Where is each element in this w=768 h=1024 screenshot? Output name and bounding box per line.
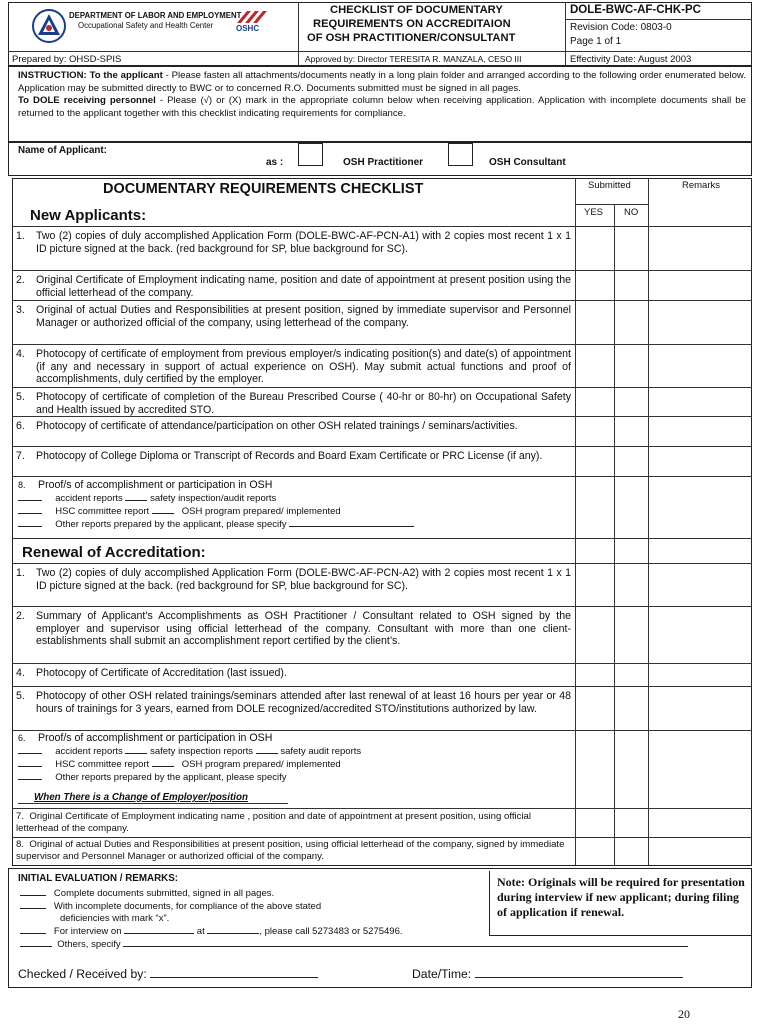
org-line1: DEPARTMENT OF LABOR AND EMPLOYMENT [69,11,242,20]
oshc-logo-text: OSHC [236,24,260,33]
renewal-item-5: 5. Photocopy of other OSH related trainings/seminars attended after last renewal of at least 16 hours per year or 48 hours of trainings for 3 years, earned from DOLE recognized/accredited STO/institutions authorized by law. [16,690,571,715]
dole-logo [32,9,66,43]
dole-label: To DOLE receiving personnel [18,95,156,107]
title-line3: OF OSH PRACTITIONER/CONSULTANT [307,32,516,44]
osh-consultant-label: OSH Consultant [489,157,566,168]
eval-line-3: For interview on at , please call 5273483 or 5275496. [20,927,403,937]
approved-by: Approved by: Director TERESITA R. MANZALA, CESO III [305,54,522,64]
new-item-2: 2. Original Certificate of Employment indicating name, position and date of appointment at present position using the official letterhead of the company. [16,274,571,299]
new-applicants-heading: New Applicants: [30,207,147,224]
org-line2: Occupational Safety and Health Center [78,21,214,30]
osh-consultant-checkbox[interactable] [448,143,473,166]
renewal-heading: Renewal of Accreditation: [22,544,206,561]
revision-code: Revision Code: 0803-0 [570,22,672,33]
submitted-header: Submitted [588,180,631,191]
osh-practitioner-label: OSH Practitioner [343,157,424,168]
new-item-1: 1. Two (2) copies of duly accomplished Application Form (DOLE-BWC-AF-PCN-A1) with 2 copies most recent 1 x 1 ID picture signed at the back. (red background for SP, blue background for SC). [16,230,571,255]
eval-line-4: Others, specify [20,940,688,950]
remarks-header: Remarks [682,180,721,191]
renewal-item-2: 2. Summary of Applicant’s Accomplishments as OSH Practitioner / Consultant related to OSH signed by the employer and supervisor using official letterhead of the company. Consultant with more than one client- establishments shall submit an accomplishment report certified by the client’s. [16,610,571,648]
new-item-6: 6. Photocopy of certificate of attendance/participation on other OSH related trainings / seminars/activities. [16,420,518,432]
evaluation-title: INITIAL EVALUATION / REMARKS: [18,873,179,884]
change-item-8: 8. Original of actual Duties and Responsibilities at present position, using official letterhead of the company, signed by immediate supervisor and Personnel Manager or authorized official of the company. [16,839,565,862]
eval-line-2: With incomplete documents, for compliance of the above stated [20,902,321,912]
renewal-item-6: 6. Proof/s of accomplishment or participation in OSH accident reports safety inspection reports safety audit reports HSC committee report OSH program prepared/ implemented Other reports prepared by the applicant, please specify [18,732,362,783]
oshc-stripes-icon [235,10,269,24]
form-code: DOLE-BWC-AF-CHK-PC [570,4,701,16]
osh-practitioner-checkbox[interactable] [298,143,323,166]
title-line2: REQUIREMENTS ON ACCREDITAION [313,18,511,30]
page-number: 20 [678,1007,690,1021]
new-item-8: 8. Proof/s of accomplishment or participation in OSH accident reports safety inspection/audit reports HSC committee report OSH program prepared/ implemented Other reports prepared by the applicant, please specify [16,480,571,536]
instruction-label: INSTRUCTION: To the applicant [18,70,163,81]
new-item-4: 4. Photocopy of certificate of employment from previous employer/s indicating position(s) and date(s) of appointment (if any and necessary in support of actual experience on OSH). May submit actual functions and proof of accomplishments, duly certified by the employer. [16,348,571,386]
prepared-by: Prepared by: OHSD-SPIS [12,54,122,65]
name-of-applicant-label: Name of Applicant: [18,145,107,156]
new-item-3: 3. Original of actual Duties and Responsibilities at present position, signed by immediate supervisor and Personnel Manager or authorized official of the company, using letterhead of the company. [16,304,571,329]
change-item-7: 7. Original Certificate of Employment indicating name , position and date of appointment at present position, using official letterhead of the company. [16,811,532,834]
as-label: as : [266,157,284,168]
note-text: Note: Originals will be required for presentation during interview if new applicant; during filing of application if renewal. [497,875,745,919]
instruction-text: INSTRUCTION: To the applicant - Please fasten all attachments/documents neatly in a long plain folder and arranged according to the following order enumerated below. Application may be submitted directly to BWC or to concerned R.O. Documents submitted must be signed in all pages. To DOLE receiving personnel - Please (√) or (X) mark in the appropriate column below when receiving application. Application with incomplete documents shall be returned to the applicant together with this checklist indicating requirements for compliance. [18,70,746,119]
yes-header: YES [584,207,604,218]
new-item-7: 7. Photocopy of College Diploma or Transcript of Records and Board Exam Certificate or PRC License (if any). [16,450,543,462]
checklist-title: DOCUMENTARY REQUIREMENTS CHECKLIST [103,181,424,197]
eval-line-1: Complete documents submitted, signed in all pages. [20,889,274,899]
effectivity-date: Effectivity Date: August 2003 [570,54,692,65]
renewal-item-1: 1. Two (2) copies of duly accomplished Application Form (DOLE-BWC-AF-PCN-A2) with 2 copies most recent 1 x 1 ID picture signed at the back. (red background for SP, blue background for SC). [16,567,571,592]
change-employer-heading: When There is a Change of Employer/position [34,792,248,803]
date-time-label: Date/Time: [412,968,683,980]
checked-received-label: Checked / Received by: [18,968,318,980]
no-header: NO [624,207,639,218]
eval-line-2b: deficiencies with mark “x”. [60,913,170,924]
title-line1: CHECKLIST OF DOCUMENTARY [330,4,503,16]
new-item-5: 5. Photocopy of certificate of completion of the Bureau Prescribed Course ( 40-hr or 80-hr) on Occupational Safety and Health issued by accredited STO. [16,391,571,416]
renewal-item-4: 4. Photocopy of Certificate of Accreditation (last issued). [16,667,287,679]
page-info: Page 1 of 1 [570,36,622,47]
